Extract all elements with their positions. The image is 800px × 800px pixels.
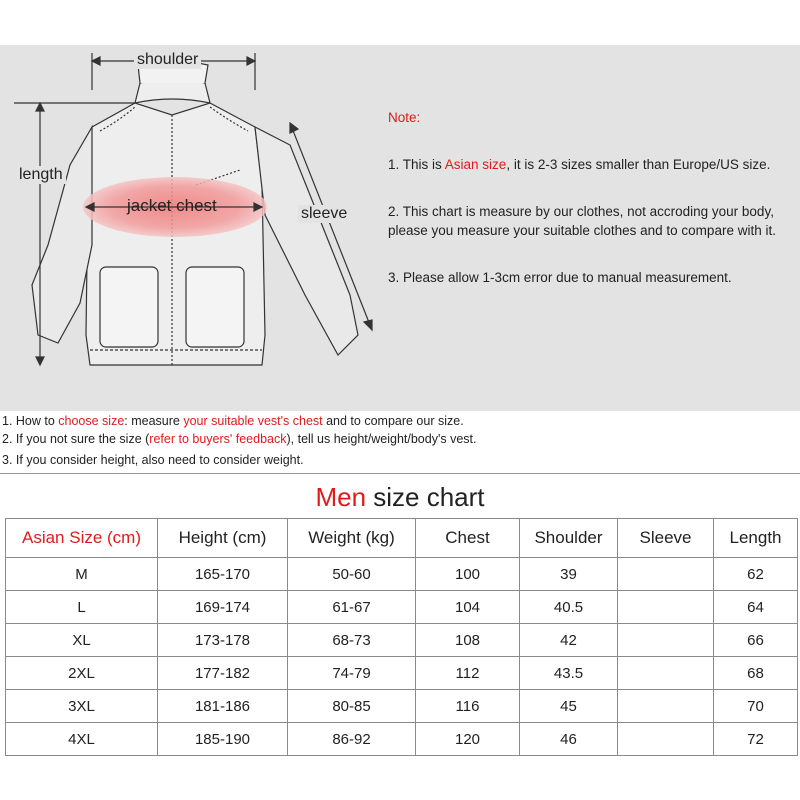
howto-line-2 — [2, 430, 798, 448]
howto-2-a: 2. If you not sure the size ( — [2, 432, 150, 446]
table-cell: M — [6, 558, 158, 591]
howto-2-c: ), tell us height/weight/body's vest. — [286, 432, 477, 446]
notes-block — [388, 108, 798, 315]
table-cell: 104 — [416, 591, 520, 624]
note-3: 3. Please allow 1-3cm error due to manual measurement. — [388, 270, 732, 285]
table-cell: 43.5 — [520, 657, 618, 690]
table-cell: 40.5 — [520, 591, 618, 624]
table-cell — [618, 657, 714, 690]
table-cell — [618, 723, 714, 756]
note-title: Note: — [388, 110, 421, 125]
note-1-prefix: 1. This is — [388, 157, 445, 172]
table-cell: 181-186 — [158, 690, 288, 723]
table-cell — [618, 558, 714, 591]
shoulder-label: shoulder — [134, 51, 201, 69]
howto-1-a: 1. How to — [2, 414, 59, 428]
table-cell: 116 — [416, 690, 520, 723]
table-header-row — [6, 519, 798, 558]
table-cell: 2XL — [6, 657, 158, 690]
table-cell: 100 — [416, 558, 520, 591]
howto-2-b: refer to buyers' feedback — [149, 432, 287, 446]
table-row — [6, 690, 798, 723]
howto-1-d: your suitable vest's chest — [183, 414, 323, 428]
table-cell: 112 — [416, 657, 520, 690]
howto-1-e: and to compare our size. — [322, 414, 464, 428]
note-2-line-1: 2. This chart is measure by our clothes, not accroding your body, — [388, 204, 774, 219]
table-cell: 185-190 — [158, 723, 288, 756]
table-cell: 177-182 — [158, 657, 288, 690]
size-chart-title-red: Men — [315, 482, 367, 512]
table-cell — [618, 591, 714, 624]
header-asian-size: Asian Size (cm) — [6, 519, 158, 558]
table-cell: 80-85 — [288, 690, 416, 723]
header-shoulder: Shoulder — [520, 519, 618, 558]
table-cell — [618, 690, 714, 723]
table-cell: XL — [6, 624, 158, 657]
howto-line-3: 3. If you consider height, also need to consider weight. — [2, 453, 304, 467]
table-cell: 50-60 — [288, 558, 416, 591]
table-row — [6, 558, 798, 591]
table-cell: 66 — [714, 624, 798, 657]
table-row — [6, 723, 798, 756]
note-2 — [388, 202, 798, 240]
table-cell: 64 — [714, 591, 798, 624]
table-cell — [618, 624, 714, 657]
length-label: length — [16, 166, 66, 184]
table-cell: 169-174 — [158, 591, 288, 624]
size-chart-title-rest: size chart — [366, 482, 485, 512]
table-cell: 68-73 — [288, 624, 416, 657]
table-cell: L — [6, 591, 158, 624]
note-1 — [388, 155, 798, 174]
header-height: Height (cm) — [158, 519, 288, 558]
howto-1-b: choose size — [58, 414, 125, 428]
table-cell: 74-79 — [288, 657, 416, 690]
table-cell: 72 — [714, 723, 798, 756]
header-length: Length — [714, 519, 798, 558]
table-cell: 46 — [520, 723, 618, 756]
table-body — [6, 558, 798, 756]
table-cell: 61-67 — [288, 591, 416, 624]
sleeve-label: sleeve — [298, 205, 350, 223]
table-row — [6, 591, 798, 624]
table-cell: 62 — [714, 558, 798, 591]
note-1-suffix: , it is 2-3 sizes smaller than Europe/US size. — [506, 157, 771, 172]
howto-1-c: : measure — [124, 414, 184, 428]
how-to-choose-block — [2, 412, 798, 469]
divider — [0, 473, 800, 474]
jacket-chest-label: jacket chest — [127, 196, 217, 215]
table-row — [6, 624, 798, 657]
table-cell: 86-92 — [288, 723, 416, 756]
table-cell: 39 — [520, 558, 618, 591]
table-cell: 165-170 — [158, 558, 288, 591]
howto-line-1 — [2, 412, 798, 430]
table-cell: 120 — [416, 723, 520, 756]
header-sleeve: Sleeve — [618, 519, 714, 558]
table-cell: 108 — [416, 624, 520, 657]
table-cell: 45 — [520, 690, 618, 723]
size-chart-title — [0, 480, 800, 514]
note-2-line-2: please you measure your suitable clothes and to compare with it. — [388, 223, 776, 238]
table-cell: 70 — [714, 690, 798, 723]
note-1-highlight: Asian size — [444, 157, 507, 172]
table-cell: 68 — [714, 657, 798, 690]
size-table — [5, 518, 798, 756]
table-cell: 3XL — [6, 690, 158, 723]
table-row — [6, 657, 798, 690]
header-weight: Weight (kg) — [288, 519, 416, 558]
table-cell: 4XL — [6, 723, 158, 756]
header-chest: Chest — [416, 519, 520, 558]
table-cell: 42 — [520, 624, 618, 657]
table-cell: 173-178 — [158, 624, 288, 657]
